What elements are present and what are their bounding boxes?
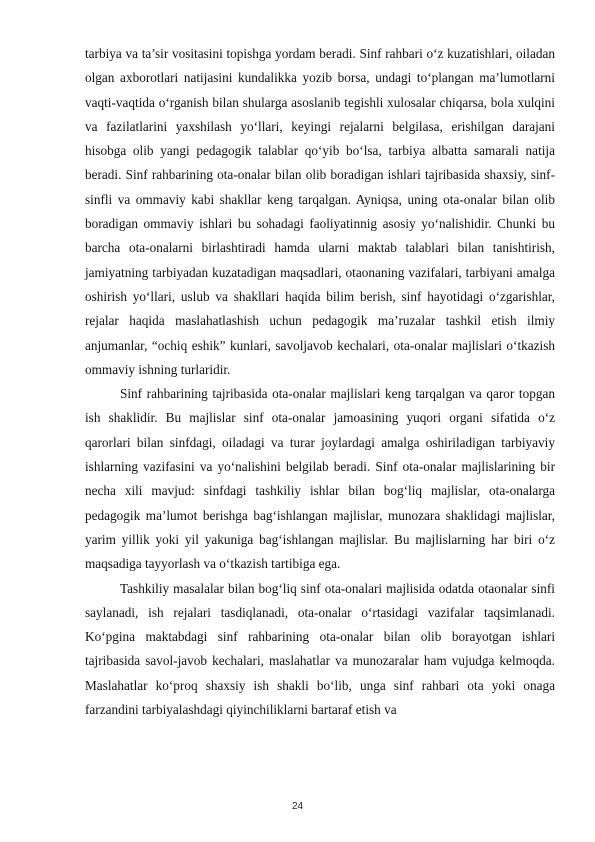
paragraph-1: tarbiya va ta’sir vositasini topishga yordam beradi. Sinf rahbari o‘z kuzatishlari, oiladan olgan axborotlari natijasini kundalikka yozib borsa, undagi to‘plangan ma’lumotlarni vaqti-vaqtida o‘rganish bilan shularga asoslanib tegishli xulosalar chiqarsa, bola xulqini va fazilatlarini yaxshilash yo‘llari, keyingi rejalarni belgilasa, erishilgan darajani hisobga olib yangi pedagogik talablar qo‘yib bo‘lsa, tarbiya albatta samarali natija beradi. Sinf rahbarining ota-onalar bilan olib boradigan ishlari tajribasida shaxsiy, sinf-sinfli va ommaviy kabi shakllar keng tarqalgan. Ayniqsa, uning ota-onalar bilan olib boradigan ommaviy ishlari bu sohadagi faoliyatinnig asosiy yo‘nalishidir. Chunki bu barcha ota-onalarni birlashtiradi hamda ularni maktab talablari bilan tanishtirish, jamiyatning tarbiyadan kuzatadigan maqsadlari, otaonaning vazifalari, tarbiyani amalga oshirish yo‘llari, uslub va shakllari haqida bilim berish, sinf hayotidagi o‘zgarishlar, rejalar haqida maslahatlashish uchun pedagogik ma’ruzalar tashkil etish ilmiy anjumanlar, “ochiq eshik” kunlari, savoljavob kechalari, ota-onalar majlislari o‘tkazish ommaviy ishning turlaridir. [85,46,555,377]
paragraph-3: Tashkiliy masalalar bilan bog‘liq sinf ota-onalari majlisida odatda otaonalar sinfi saylanadi, ish rejalari tasdiqlanadi, ota-onalar o‘rtasidagi vazifalar taqsimlanadi. Ko‘pgina maktabdagi sinf rahbarining ota-onalar bilan olib borayotgan ishlari tajribasida savol-javob kechalari, maslahatlar va munozaralar ham vujudga kelmoqda. Maslahatlar ko‘proq shaxsiy ish shakli bo‘lib, unga sinf rahbari ota yoki onaga farzandini tarbiyalashdagi qiyinchiliklarni bartaraf etish va [85,580,555,718]
paragraph-2: Sinf rahbarining tajribasida ota-onalar majlislari keng tarqalgan va qaror topgan ish shaklidir. Bu majlislar sinf ota-onalar jamoasining yuqori organi sifatida o‘z qarorlari bilan sinfdagi, oiladagi va turar joylardagi amalga oshiriladigan tarbiyaviy ishlarning vazifasini va yo‘nalishini belgilab beradi. Sinf ota-onalar majlislarining bir necha xili mavjud: sinfdagi tashkiliy ishlar bilan bog‘liq majlislar, ota-onalarga pedagogik ma’lumot berishga bag‘ishlangan majlislar, munozara shaklidagi majlislar, yarim yillik yoki yil yakuniga bag‘ishlangan majlislar. Bu majlislarning har biri o‘z maqsadiga tayyorlash va o‘tkazish tartibiga ega. [85,386,555,572]
body-text [85,42,555,722]
page-number: 24 [291,801,304,812]
